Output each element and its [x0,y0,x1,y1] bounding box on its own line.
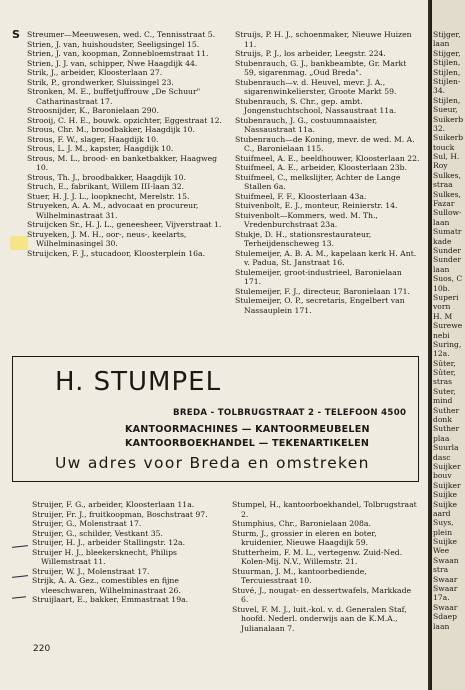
directory-entry: Stijlen, [433,95,461,105]
directory-entry: Stulemeijer, A. B. A. M., kapelaan kerk H. Ant. v. Padua, St. Janstraat 16. [235,248,417,267]
ad-brand: H. STUMPEL [55,367,222,397]
directory-entry: laan [433,39,450,49]
directory-entry: Sûter, [433,368,456,378]
directory-entry: bouv [433,471,452,481]
column-adjacent-page [433,30,465,631]
directory-entry: dasc [433,452,451,462]
directory-entry: Stuivenbolt, E. J., monteur, Reinierstr. 14. [235,201,398,210]
directory-entry: laan [433,264,450,274]
directory-entry: 32. [433,123,446,133]
directory-entry: Stulemeijer, O. P., secretaris, Engelbert van Nassauplein 171. [235,296,405,315]
directory-entry: vorn [433,302,451,312]
directory-entry: straa [433,180,453,190]
directory-entry: Strik, P., grondwerker, Sluissingel 23. [27,77,174,87]
ad-products-line-2: KANTOORBOEKHANDEL — TEKENARTIKELEN [125,438,370,449]
directory-entry: Surewe [433,321,463,331]
column-top-right [235,30,420,315]
directory-entry: donk [433,415,452,425]
directory-entry: Strien, J. van, koopman, Zonnebloemstraat 11. [27,49,209,58]
directory-entry: Stuvé, J., nougat- en dessertwafels, Markkade 6. [232,585,412,604]
directory-entry: Stulemeijer, groot-industrieel, Baronielaan 171. [235,267,402,286]
directory-entry: Stumphius, Chr., Baronielaan 208a. [232,519,371,528]
directory-entry: Struijer H. J., bleekersknecht, Philips Willemstraat 11. [32,547,177,566]
directory-entry: Strous, Chr. M., broodbakker, Haagdijk 10. [27,125,195,134]
directory-entry: Suys, [433,518,454,528]
directory-entry: Struijcken Sr., H. J. L., geneesheer, Vijverstraat 1. [27,220,222,229]
directory-entry: 34. [433,86,446,96]
directory-entry: Strous, L. J. M., kapster, Haagdijk 10. [27,144,174,153]
advertisement-box [12,356,419,482]
directory-entry: Struyeken, A. A. M., advocaat en procureur, Wilhelminastraat 31. [27,201,199,220]
directory-entry: 12a. [433,349,450,359]
directory-entry: Stukje, D. H., stationsrestaurateur, Terheijdenscheweg 13. [235,229,372,248]
directory-entry: Swaar [433,602,458,612]
directory-entry: Suurla [433,443,459,453]
directory-entry: Suijker [433,480,461,490]
directory-entry: Suijker [433,461,461,471]
directory-entry: 10b. [433,283,450,293]
directory-entry: Stuer, H. J. J. L., loopknecht, Merelstr. 15. [27,191,190,201]
directory-entry: stra [433,565,449,575]
directory-entry: Suring, [433,339,462,349]
directory-entry: plaa [433,433,450,443]
directory-entry: Struijer, W. J., Molenstraat 17. [32,566,150,576]
directory-entry: Suikerb [433,133,464,143]
directory-entry: Sueur, [433,105,458,115]
directory-entry: Stumpel, H., kantoorboekhandel, Tolbrugstraat 2. [232,500,417,519]
section-letter: S [12,28,20,41]
directory-entry: laan [433,217,450,227]
directory-entry: Struijs, P. H. J., schoenmaker, Nieuwe Huizen 11. [235,30,412,49]
directory-entry: Suijke [433,499,457,509]
highlight-mark [10,236,28,250]
ad-products-line-1: KANTOORMACHINES — KANTOORMEUBELEN [125,424,370,435]
directory-entry: Stronken, M. E., buffetjuffrouw „De Schuur" Catharinastraat 17. [27,87,201,106]
pen-mark [12,575,28,578]
directory-entry: Struijer, G., schilder, Vestkant 35. [32,528,163,538]
directory-entry: Fazar [433,199,455,209]
directory-entry: Swaar [433,574,458,584]
directory-entry: Struijer, Fr. J., fruitkoopman, Boschstraat 97. [32,509,208,519]
directory-entry: plein [433,527,453,537]
directory-entry: Strien, J. J. van, schipper, Nwe Haagdijk 44. [27,58,198,68]
directory-entry: Sturm, J., grossier in eleren en boter, kruidenier, Nieuwe Haagdijk 59. [232,528,377,547]
directory-entry: Strien, J. van, huishoudster, Seeligsingel 15. [27,39,200,49]
directory-entry: Sulkes, [433,170,461,180]
directory-entry: Stubenrauch—v. d. Heuvel, mevr. J. A., sigarenwinkelierster, Groote Markt 59. [235,77,397,96]
adjacent-page [432,0,465,690]
directory-entry: Swaan [433,555,459,565]
directory-entry: Stubenrauch—de Koning, mevr. de wed. M. A. C., Baronielaan 115. [235,134,415,153]
directory-entry: Suos, C [433,274,463,284]
ad-slogan: Uw adres voor Breda en omstreken [55,454,370,472]
directory-entry: Suther [433,405,460,415]
directory-entry: Sdaep [433,612,457,622]
directory-entry: Stuvel, F. M. J., luit.-kol. v. d. Generalen Staf, hoofd. Nederl. onderwijs aan de K.M.A., Julianalaan 7. [232,604,407,633]
directory-entry: Stuurman, J. M., kantoorbediende, Tercuiesstraat 10. [232,566,367,585]
directory-entry: Stijger, [433,48,461,58]
directory-entry: mind [433,396,453,406]
directory-entry: Struijs, P. J., los arbeider, Leegstr. 224. [235,49,386,58]
directory-entry: 17a. [433,593,450,603]
directory-entry: Struyeken, J. M. H., oor-, neus-, keelarts, Wilhelminasingel 30. [27,229,187,248]
directory-entry: Struijlaart, E., bakker, Emmastraat 19a. [32,595,189,604]
directory-entry: Stijger, [433,30,461,39]
directory-entry: Stuifmeel, A. E., beeldhouwer, Kloosterlaan 22. [235,153,420,163]
directory-entry: kade [433,236,452,246]
directory-entry: Struch, E., fabrikant, Willem III-laan 32. [27,182,185,191]
directory-entry: Stijlen- [433,76,461,86]
pen-mark [12,545,28,548]
directory-entry: Stroosnijder, K., Baronielaan 290. [27,106,159,115]
directory-entry: Strooij, C. H. E., bouwk. opzichter, Eggestraat 12. [27,115,222,125]
directory-entry: touck [433,142,455,152]
directory-entry: Stijlen, [433,58,461,68]
column-bottom-right [232,500,420,633]
pen-mark [12,596,26,598]
column-bottom-left [32,500,222,605]
column-top-left [27,30,223,258]
directory-entry: Sûter, [433,358,456,368]
directory-entry: Strous, Th. J., broodbakker, Haagdijk 10. [27,172,186,182]
directory-entry: Stijlen, [433,67,461,77]
directory-entry: aard [433,508,451,518]
directory-entry: Suther [433,424,460,434]
directory-entry: Suikerb [433,114,464,124]
directory-entry: Streumer—Meeuwesen, wed. C., Tennisstraat 5. [27,30,216,39]
directory-entry: Struijer, G., Molenstraat 17. [32,519,142,528]
directory-entry: Sunder [433,255,461,265]
directory-entry: Roy [433,161,448,171]
directory-entry: Stulemeijer, F. J., directeur, Baronielaan 171. [235,286,410,296]
ad-address: BREDA - TOLBRUGSTRAAT 2 - TELEFOON 4500 [173,408,407,418]
directory-entry: Wee [433,546,450,556]
directory-entry: Swaar [433,584,458,594]
directory-entry: Strous, M. L., brood- en banketbakker, Haagweg 10. [27,153,218,172]
directory-entry: Strous, F. W., slager, Haagdijk 10. [27,134,159,144]
directory-entry: nebi [433,330,450,340]
directory-entry: Stutterheim, F. M. L., vertegenw. Zuid-Ned. Kolen-Mij. N.V., Willemstr. 21. [232,547,403,566]
directory-entry: Stubenrauch, S. Chr., gep. ambt. Jongenstuchtschool, Nassaustraat 11a. [235,96,397,115]
directory-entry: stras [433,377,453,387]
directory-entry: laan [433,621,450,631]
directory-entry: Suter, [433,386,456,396]
directory-entry: Superi [433,292,459,302]
directory-entry: Struijer, F. G., arbeider, Kloosterlaan 11a. [32,500,195,509]
directory-entry: Stuivenbolt—Kommers, wed. M. Th., Vredenburchstraat 23a. [235,210,378,229]
directory-entry: Stuifmeel, F. F., Kloosterlaan 43a. [235,191,367,201]
directory-entry: Sullow- [433,208,462,218]
directory-entry: Sumatr [433,227,462,237]
directory-entry: Struijer, H. J., arbeider Stallingstr. 12a. [32,538,186,547]
directory-entry: Struijcken, F. J., stucadoor, Kloosterplein 16a. [27,248,206,258]
page-number: 220 [33,644,51,654]
directory-entry: Sunder [433,245,461,255]
directory-entry: Stubenrauch, G. J., bankbeambte, Gr. Markt 59, sigarenmag. „Oud Breda". [235,58,407,77]
directory-entry: Suijke [433,490,457,500]
directory-entry: Suijke [433,537,457,547]
directory-entry: Sul, H. [433,152,460,162]
directory-entry: Strik, J., arbeider, Kloosterlaan 27. [27,68,163,77]
directory-entry: Stuifmeel, A. E., arbeider, Kloosterlaan 23b. [235,163,407,172]
directory-entry: Stubenrauch, J. G., costuumnaaister, Nassaustraat 11a. [235,115,378,134]
directory-entry: H. M [433,311,453,321]
directory-entry: Stuifmeel, C., melkslijter, Achter de Lange Stallen 6a. [235,172,401,191]
directory-entry: Strijk, A. A. Gez., comestibles en fijne vleeschwaren, Wilhelminastraat 26. [32,576,181,595]
directory-entry: Sulkes, [433,189,461,199]
